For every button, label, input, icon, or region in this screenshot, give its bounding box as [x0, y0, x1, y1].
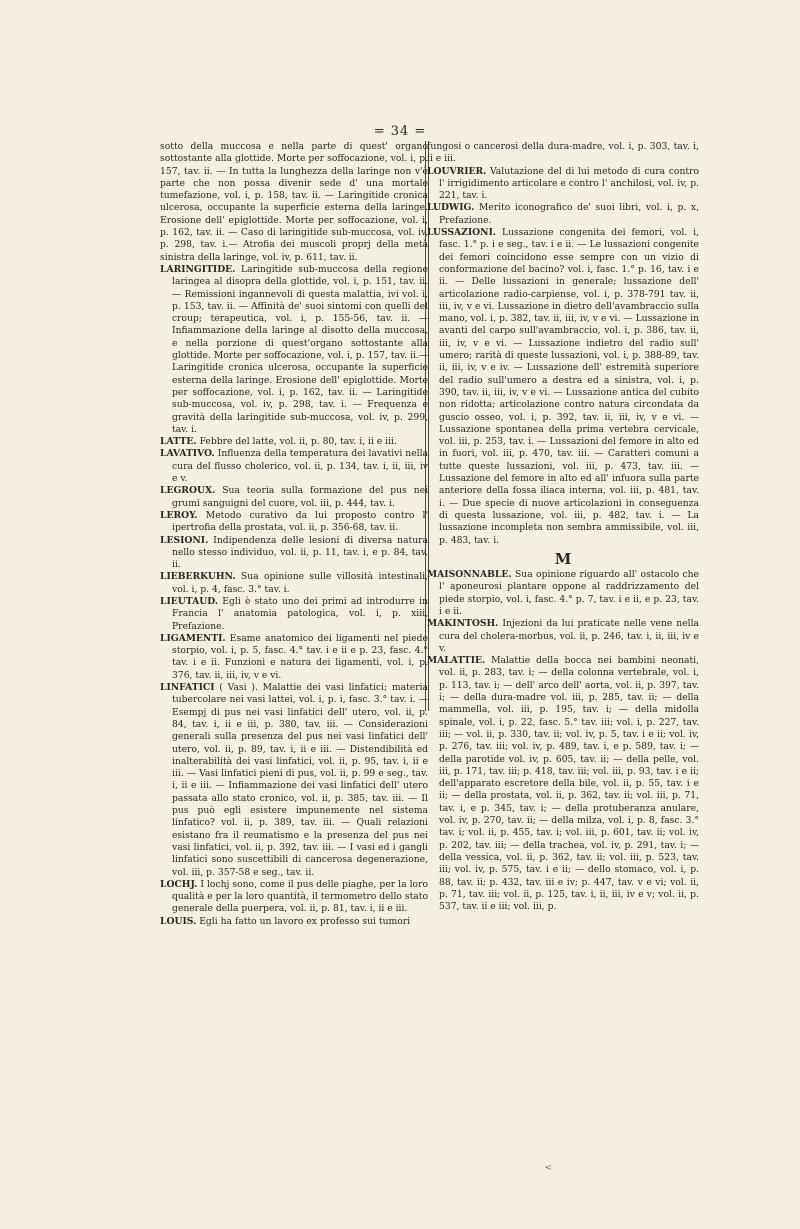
index-entry	[427, 166, 699, 203]
index-entry	[160, 535, 428, 572]
left-column	[160, 141, 428, 928]
entry-text: I lochj sono, come il pus delle piaghe, per la loro qualità e per la loro quantità, il termometro dello stato generale della puerpera, vol. ii, p. 81, tav. i, ii e iii.	[172, 878, 429, 915]
section-letter: M	[554, 549, 572, 568]
index-entry	[160, 510, 428, 535]
entry-headword: MALATTIE.	[427, 655, 486, 667]
index-entry	[427, 655, 699, 913]
index-entry	[160, 596, 428, 633]
entry-headword: LINFATICI	[160, 682, 215, 694]
index-entry	[160, 448, 428, 485]
entry-text: Lussazione congenita dei femori, vol. i, fasc. 1.° p. i e seg., tav. i e ii. — Le lussazioni congenite dei femori coincidono esse sempre con un vizio di conformazione del bacino? vol. i, fasc. 1.° p. 16, tav. i e ii. — Delle lussazioni in generale; lussazione dell' articolazione radio-carpiense, vol. i, p. 378-791 tav. ii, iii, iv, v e vi. Lussazione in dietro dell'avambraccio sulla mano, vol. i, p. 382, tav. ii, iii, iv, v e vi. — Lussazione in avanti del carpo sull'avambraccio, vol. i, p. 386, tav. ii, iii, iv, v e vi. — Lussazione indietro del radio sull' umero; rarità di queste lussazioni, vol. i, p. 388-89, tav. ii, iii, iv, v e iv. — Lussazione dell' estremità superiore del radio sull'umero a destra ed a sinistra, vol. i, p. 390, tav. ii, iii, iv, v e vi. — Lussazione antica del cubito non ridotta; articolazione contro natura circondata da guscio osseo, vol. i, p. 392, tav. ii, iii, iv, v e vi. — Lussazione spontanea della prima vertebra cervicale, vol. iii, p. 253, tav. i. — Lussazioni del femore in alto ed in fuori, vol. iii, p. 470, tav. iii. — Caratteri comuni a tutte queste lussazioni, vol. iii, p. 473, tav. iii. — Lussazione del femore in alto ed all' infuora sulla parte anteriore della fossa iliaca interna, vol. iii, p. 481, tav. i. — Due specie di nuove articolazioni in conseguenza di questa lussazione, vol. iii, p. 482, tav. i. — La lussazione incompleta non sembra ammissibile, vol. iii, p. 483, tav. i.	[439, 227, 699, 546]
entry-headword: LUSSAZIONI.	[427, 227, 497, 239]
entry-text: Sua opinione riguardo all' ostacolo che l' aponeurosi plantare oppone al raddrizzamento del piede storpio, vol. i, fasc. 4.° p. 7, tav. i e ii, e p. 23, tav. i e ii.	[439, 569, 699, 617]
entry-text: Esame anatomico dei ligamenti nel piede storpio, vol. i, p. 5, fasc. 4.° tav. i e ii e p. 23, fasc. 4.° tav. i e ii. Funzioni e natura dei ligamenti, vol. i, p. 376, tav. ii, iii, iv, v e vi.	[172, 632, 428, 681]
entry-text: fungosi o cancerosi della dura-madre, vol. i, p. 303, tav. i, ii e iii.	[427, 141, 699, 165]
entry-headword: LOUVRIER.	[427, 165, 487, 177]
index-entry	[160, 436, 428, 448]
entry-text: Influenza della temperatura dei lavativi nella cura del flusso cholerico, vol. ii, p. 134, tav. i, ii, iii, iv e v.	[172, 448, 429, 485]
footer-mark: <	[545, 1163, 552, 1172]
entry-text: Egli è stato uno dei primi ad introdurre in Francia l' anatomia patologica, vol. i, p. xiii, Prefazione.	[172, 595, 429, 632]
entry-headword: LEGROUX.	[160, 485, 216, 497]
index-entry	[160, 682, 428, 879]
page-number-header: = 34 =	[373, 124, 427, 139]
entry-text: Merito iconografico de' suoi libri, vol. i, p. x, Prefazione.	[439, 202, 699, 226]
entry-headword: LAVATIVO.	[160, 448, 215, 460]
right-column	[427, 141, 699, 913]
index-entry	[160, 633, 428, 682]
entry-text: Egli ha fatto un lavoro ex professo sui tumori	[199, 915, 411, 927]
index-entry	[427, 227, 699, 547]
entry-headword: LIGAMENTI.	[160, 632, 226, 644]
entry-headword: LATTE.	[160, 436, 197, 448]
entry-headword: LIEUTAUD.	[160, 595, 219, 607]
entry-headword: LARINGITIDE.	[160, 263, 236, 275]
entry-headword: LOUIS.	[160, 915, 197, 927]
entry-text: ( Vasi ). Malattie dei vasi linfatici; materia tubercolare nei vasi lattei, vol. i, p. i, fasc. 3.° tav. i. — Esempj di pus nei vasi linfatici dell' utero, vol. ii, p. 84, tav. i, ii e iii, p. 380, tav. iii. — Considerazioni generali sulla presenza del pus nei vasi linfatici dell' utero, vol. ii, p. 89, tav. i, ii e iii. — Distendibilità ed inalterabilità dei vasi linfatici, vol. ii, p. 95, tav. i, ii e iii. — Vasi linfatici pieni di pus, vol. ii, p. 99 e seg., tav. i, ii e iii. — Infiammazione dei vasi linfatici dell' utero passata allo stato cronico, vol. ii, p. 385, tav. iii. — Il pus può egli esistere impunemente nel sistema linfatico? vol. ii, p. 389, tav. iii. — Quali relazioni esistano fra il reumatismo e la presenza del pus nei vasi linfatici, vol. ii, p. 392, tav. iii. — I vasi ed i gangli linfatici sono suscettibili di cancerosa degenerazione, vol. iii, p. 357-58 e seg., tav. ii.	[172, 682, 428, 878]
index-entry	[427, 202, 699, 227]
entry-headword: LEROY.	[160, 509, 198, 521]
entry-headword: LUDWIG.	[427, 202, 475, 214]
entry-headword: LESIONI.	[160, 534, 209, 546]
index-entry	[427, 618, 699, 655]
entry-text: Metodo curativo da lui proposto contro l' ipertrofia della prostata, vol. ii, p. 356-68, tav. ii.	[172, 509, 429, 534]
entry-headword: MAKINTOSH.	[427, 618, 499, 630]
entry-text: Sua opinione sulle villosità intestinali, vol. i, p. 4, fasc. 3.° tav. i.	[172, 571, 428, 595]
entry-headword: LIEBERKUHN.	[160, 571, 236, 583]
index-entry	[160, 571, 428, 596]
entry-text: Malattie della bocca nei bambini neonati, vol. ii, p. 283, tav. i; — della colonna vertebrale, vol. i, p. 113, tav. i; — dell' arco dell' aorta, vol. ii, p. 397, tav. i; — della dura-madre vol. iii, p. 285, tav. ii; — della mammella, vol. iii, p. 195, tav. i; — della midolla spinale, vol. i, p. 22, fasc. 5.° tav. iii; vol. i, p. 227, tav. iii; — vol. ii, p. 330, tav. ii; vol. iv, p. 5, tav. i e ii; vol. iv, p. 276, tav. iii; vol. iv, p. 489, tav. i, e p. 589, tav. i; — della parotide vol. iv, p. 605, tav. ii; — della pelle, vol. iii, p. 171, tav. iii; p. 418, tav. iii; vol. iii, p. 93, tav. i e ii; dell'apparato escretore della bile, vol. ii, p. 55, tav. i e ii; — della prostata, vol. ii, p. 362, tav. ii; vol. iii, p. 71, tav. i, e p. 345, tav. i; — della protuberanza anulare, vol. iv, p. 270, tav. ii; — della milza, vol. i, p. 8, fasc. 3.° tav. i; vol. ii, p. 455, tav. i; vol. iii, p. 601, tav. ii; vol. iv, p. 202, tav. iii; — della trachea, vol. iv, p. 291, tav. i; — della vessica, vol. ii, p. 362, tav. ii; vol. iii, p. 523, tav. iii; vol. iv, p. 575, tav. i e ii; — dello stomaco, vol. i, p. 88, tav. ii; p. 432, tav. iii e iv; p. 447, tav. v e vi; vol. ii, p. 71, tav. iii; vol. ii, p. 125, tav. i, ii, iii, iv e v; vol. ii, p. 537, tav. ii e iii; vol. iii, p.	[439, 655, 700, 913]
index-entry	[160, 879, 428, 916]
index-entry	[160, 916, 428, 928]
index-entry	[160, 141, 428, 264]
entry-text: Febbre del latte, vol. ii, p. 80, tav. i, ii e iii.	[199, 436, 397, 448]
entry-text: Valutazione del di lui metodo di cura contro l' irrigidimento articolare e contro l' anchilosi, vol. iv, p. 221, tav. i.	[439, 165, 699, 202]
index-entry	[427, 141, 699, 166]
index-entry	[160, 264, 428, 436]
entry-text: Laringitide sub-muccosa della regione laringea al disopra della glottide, vol. i, p. 151, tav. ii. — Remissioni ingannevoli di questa malattia, ivi vol. i, p. 153, tav. ii. — Affinità de' suoi sintomi con quelli del croup; terapeutica, vol. i, p. 155-56, tav. ii. — Infiammazione della laringe al disotto della muccosa, e nella porzione di quest'organo sottostante alla glottide. Morte per soffocazione, vol. i, p. 157, tav. ii.—Laringitide cronica ulcerosa, occupante la superficie esterna della laringe. Erosione dell' epiglottide. Morte per soffocazione, vol. i, p. 162, tav. ii. — Laringitide sub-muccosa, vol. iv, p. 298, tav. i. — Frequenza e gravità della laringitide sub-muccosa, vol. iv, p. 299, tav. i.	[172, 263, 428, 435]
index-entry	[160, 485, 428, 510]
index-entry	[427, 569, 699, 618]
entry-headword: MAISONNABLE.	[427, 569, 512, 581]
entry-text: Injezioni da lui praticate nelle vene nella cura del cholera-morbus, vol. ii, p. 246, tav. i, ii, iii, iv e v.	[439, 618, 700, 654]
entry-text: sotto della muccosa e nella parte di quest' organo sottostante alla glottide. Morte per soffocazione, vol. i, p. 157, tav. ii. — In tutta la lunghezza della laringe non v'è parte che non possa divenir sede d' una mortale tumefazione, vol. i, p. 158, tav. ii. — Laringitide cronica ulcerosa, occupante la superficie esterna della laringe. Erosione dell' epiglottide. Morte per soffocazione, vol. i, p. 162, tav. ii. — Caso di laringitide sub-muccosa, vol. iv, p. 298, tav. i.— Atrofia dei muscoli proprj della metà sinistra della laringe, vol. iv, p. 611, tav. ii.	[160, 141, 428, 263]
entry-headword: LOCHJ.	[160, 878, 198, 890]
entry-text: Sua teoria sulla formazione del pus nei grumi sanguigni del cuore, vol. iii, p. 444, tav. i.	[172, 485, 429, 509]
entry-text: Indipendenza delle lesioni di diversa natura nello stesso individuo, vol. ii, p. 11, tav. i, e p. 84, tav. ii.	[172, 534, 429, 571]
